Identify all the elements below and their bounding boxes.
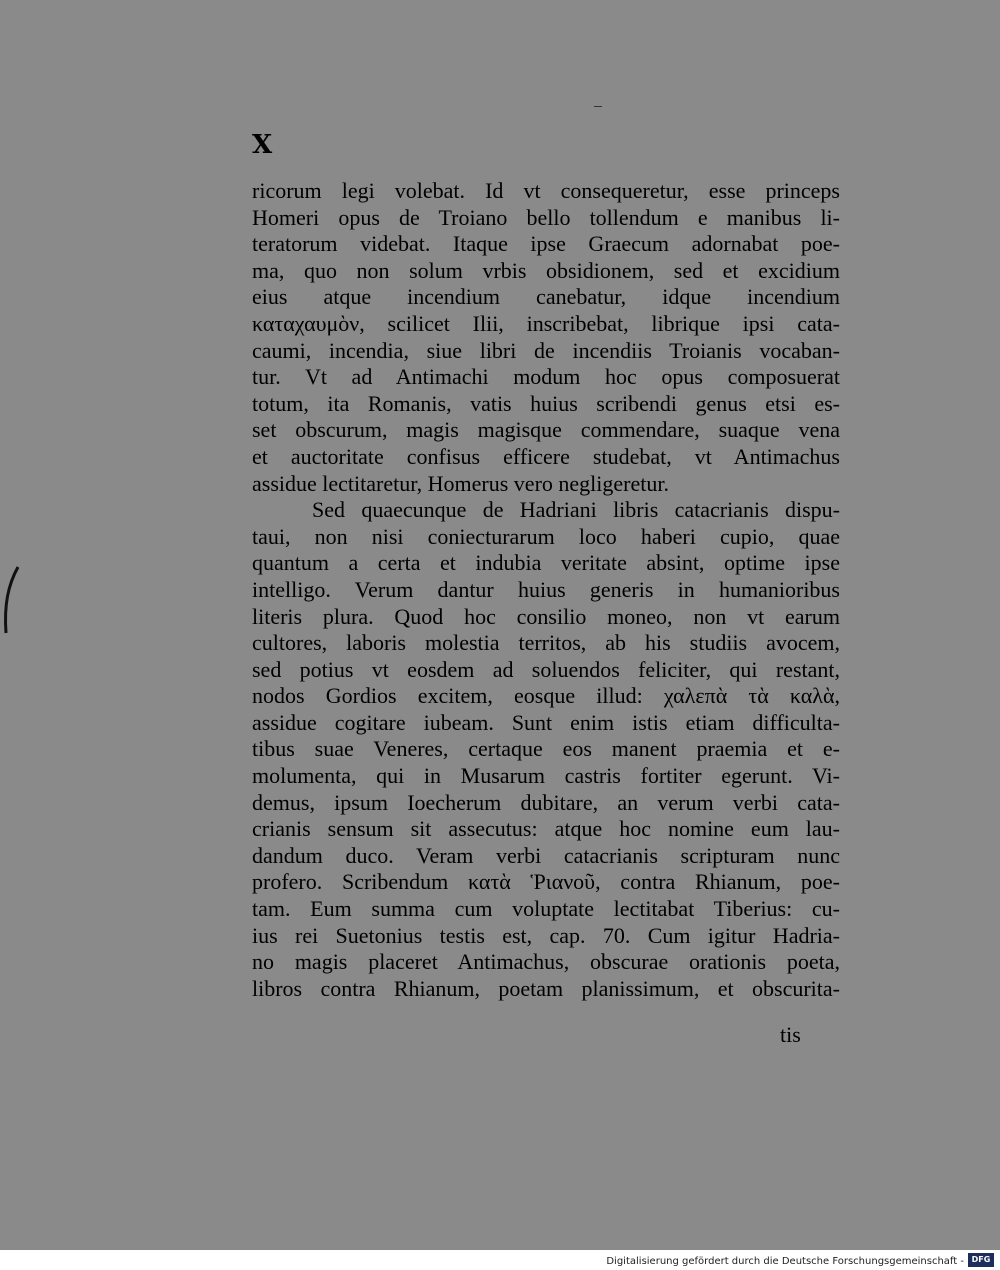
text-line: sed potius vt eosdem ad soluendos feliciter, qui restant, [252,656,840,682]
dfg-logo: DFG [968,1253,994,1267]
text-line: teratorum videbat. Itaque ipse Graecum adornabat poe- [252,231,840,257]
text-line: set obscurum, magis magisque commendare, suaque vena [252,417,840,443]
body-text [252,178,840,1002]
text-line: Homeri opus de Troiano bello tollendum e manibus li- [252,204,840,230]
text-line: ius rei Suetonius testis est, cap. 70. Cum igitur Hadria- [252,922,840,948]
text-line: cultores, laboris molestia territos, ab his studiis avocem, [252,630,840,656]
text-line: taui, non nisi coniecturarum loco haberi cupio, quae [252,523,840,549]
text-line: ricorum legi volebat. Id vt consequeretur, esse princeps [252,178,840,203]
text-line: intelligo. Verum dantur huius generis in humanioribus [252,576,840,602]
text-line: nodos Gordios excitem, eosque illud: χαλεπὰ τὰ καλὰ, [252,683,840,709]
text-line: ma, quo non solum vrbis obsidionem, sed et excidium [252,257,840,283]
text-line: assidue lectitaretur, Homerus vero negligeretur. [252,470,669,496]
text-line: crianis sensum sit assecutus: atque hoc nomine eum lau- [252,816,840,842]
text-line: literis plura. Quod hoc consilio moneo, non vt earum [252,603,840,629]
text-line: tibus suae Veneres, certaque eos manent praemia et e- [252,736,840,762]
footer-bar [0,1250,1000,1270]
text-line: καταχαυμὸν, scilicet Ilii, inscribebat, librique ipsi cata- [252,310,840,336]
footer-credit: Digitalisierung gefördert durch die Deutsche Forschungsgemeinschaft - [606,1256,964,1267]
catchword: tis [780,1022,801,1047]
text-line: no magis placeret Antimachus, obscurae orationis poeta, [252,949,840,975]
page-number: X [252,130,274,160]
page-mark [594,106,602,107]
text-line: demus, ipsum Ioecherum dubitare, an verum verbi cata- [252,789,840,815]
text-line: quantum a certa et indubia veritate absint, optime ipse [252,550,840,576]
text-line: tur. Vt ad Antimachi modum hoc opus composuerat [252,364,840,390]
text-line: libros contra Rhianum, poetam planissimum, et obscurita- [252,975,840,1001]
text-line: Sed quaecunque de Hadriani libris catacrianis dispu- [312,497,840,523]
text-line: assidue cogitare iubeam. Sunt enim istis etiam difficulta- [252,709,840,735]
text-line: dandum duco. Veram verbi catacrianis scripturam nunc [252,842,840,868]
text-line: molumenta, qui in Musarum castris fortiter egerunt. Vi- [252,763,840,789]
text-line: et auctoritate confisus efficere studebat, vt Antimachus [252,443,840,469]
text-line: eius atque incendium canebatur, idque incendium [252,284,840,310]
text-line: totum, ita Romanis, vatis huius scribendi genus etsi es- [252,390,840,416]
text-line: caumi, incendia, siue libri de incendiis Troianis vocaban- [252,337,840,363]
edge-mark [0,565,20,635]
text-line: tam. Eum summa cum voluptate lectitabat Tiberius: cu- [252,896,840,922]
text-line: profero. Scribendum κατὰ Ῥιανοῦ, contra Rhianum, poe- [252,869,840,895]
